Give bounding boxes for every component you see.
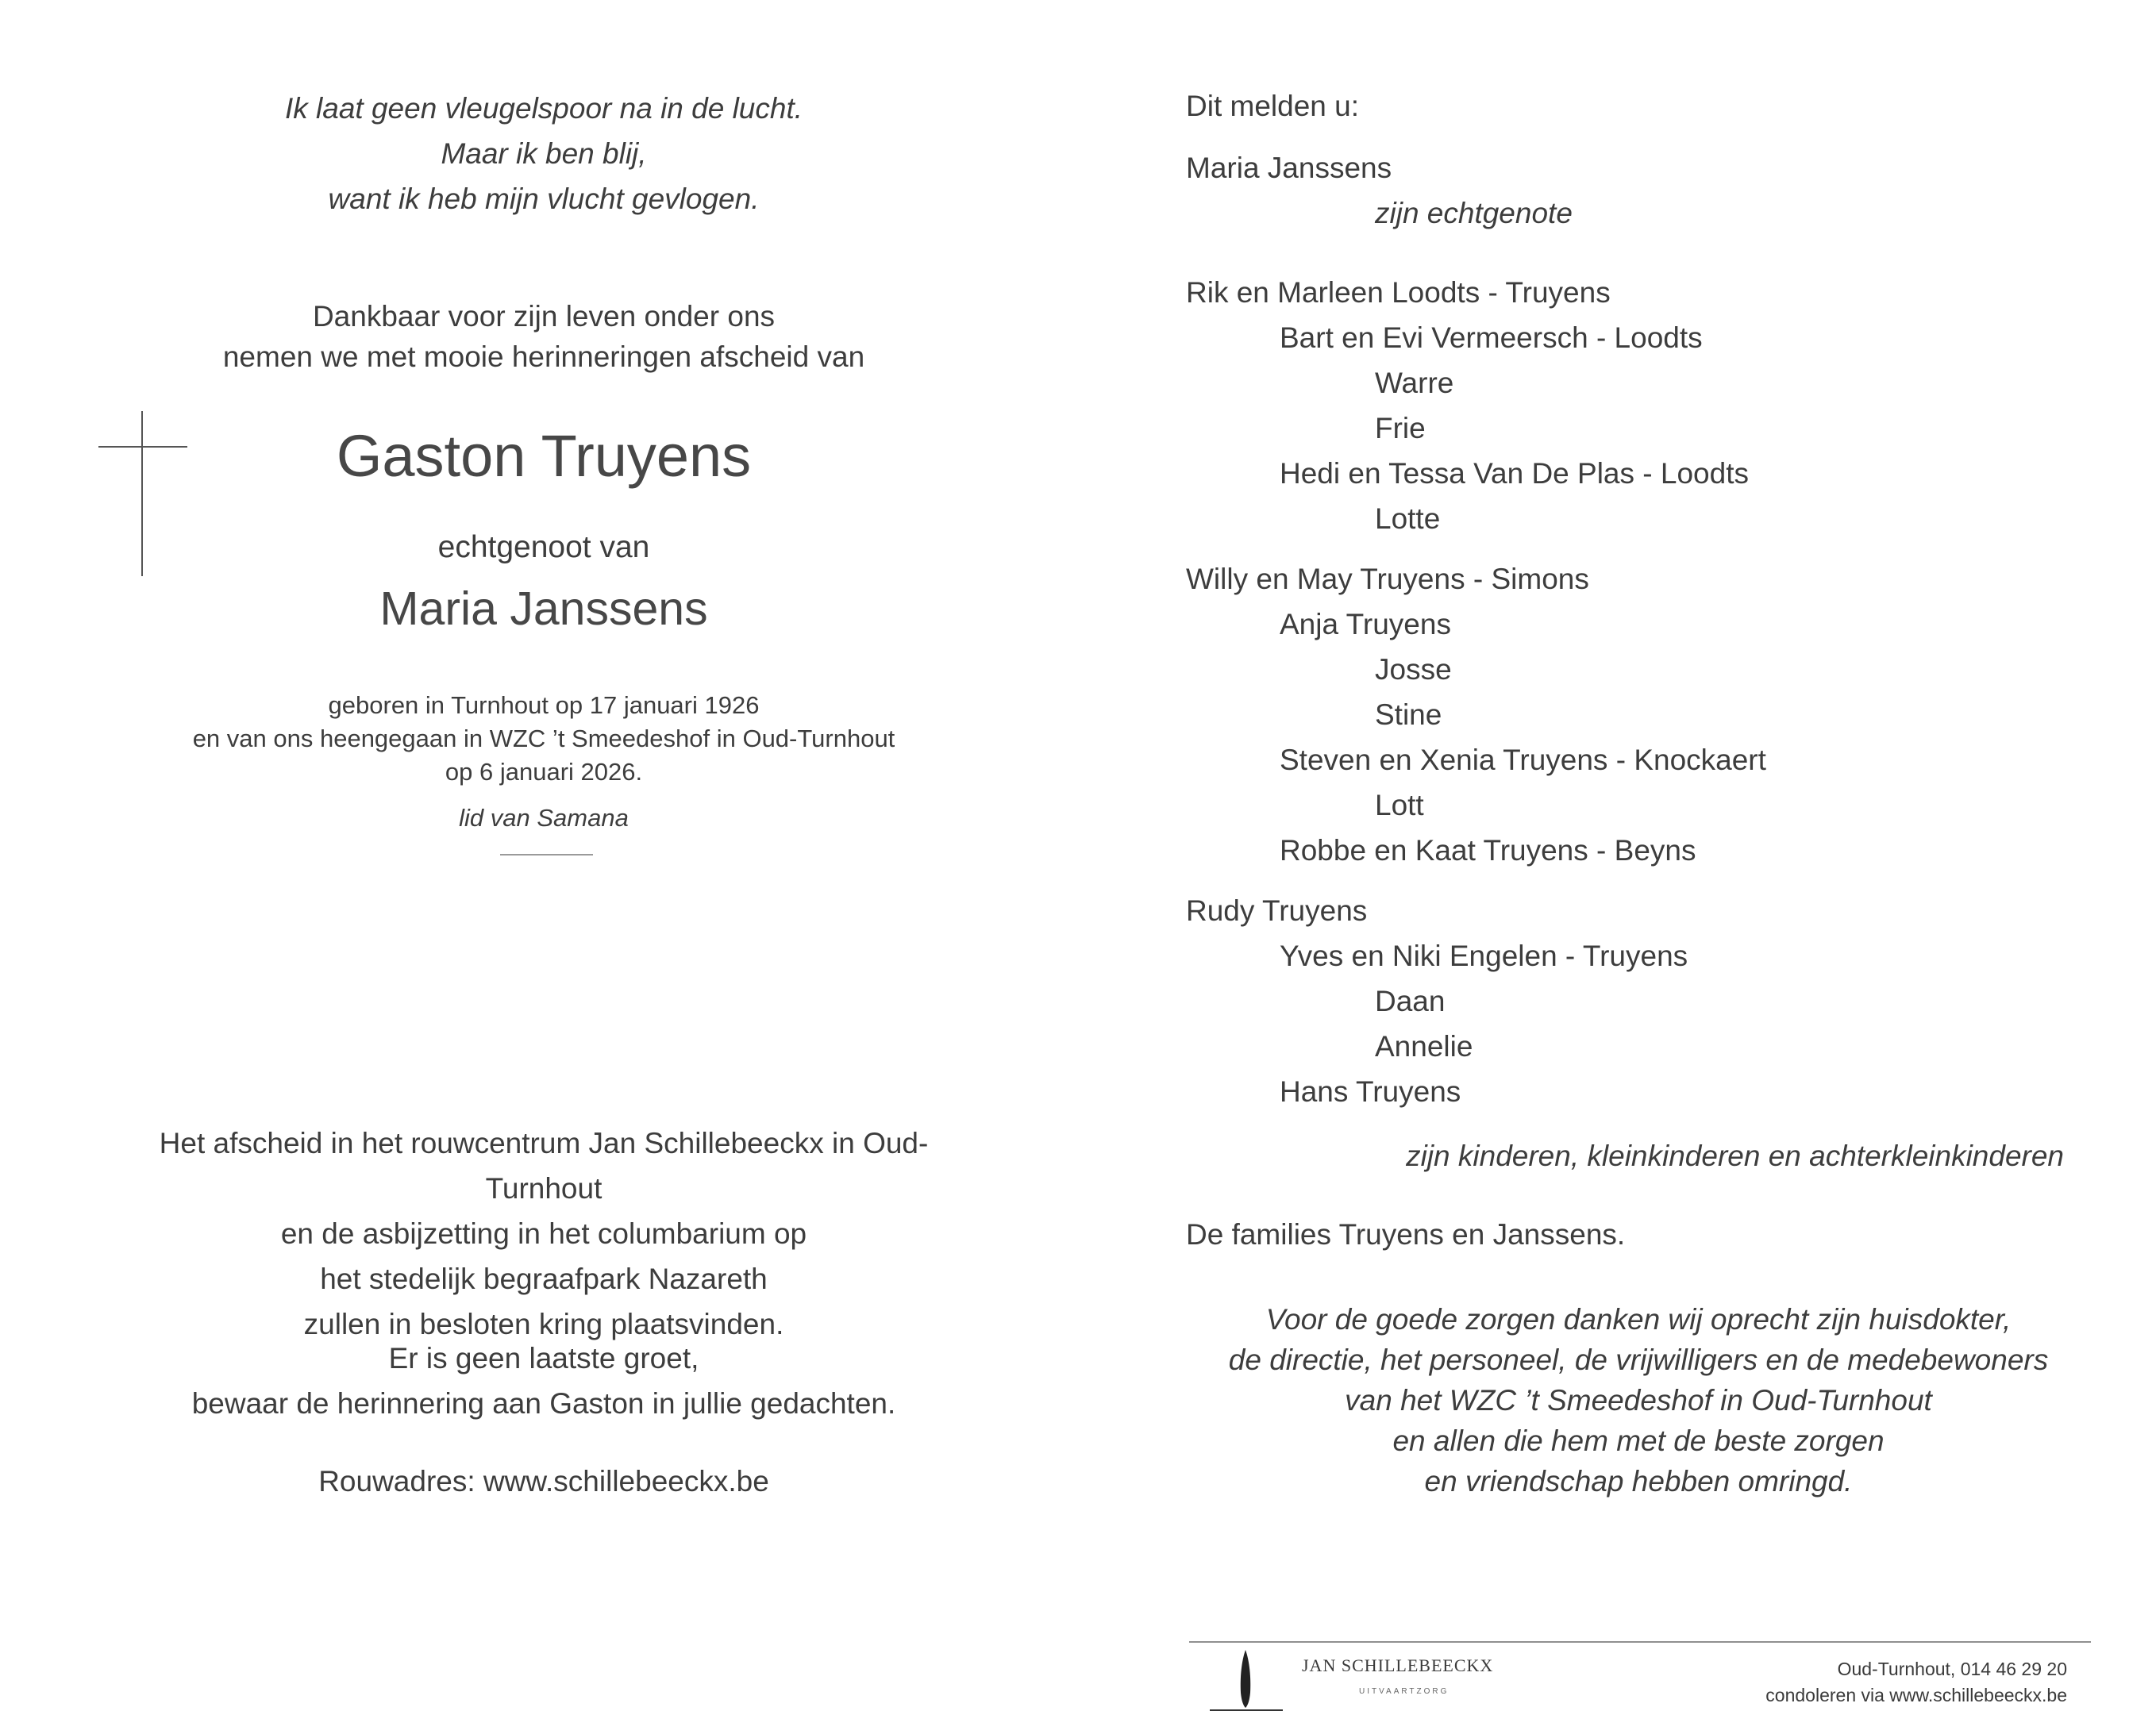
family-member-line: Lotte bbox=[1375, 502, 1441, 535]
intro-text: Dit melden u: bbox=[1186, 90, 1359, 122]
funeral-home-subtitle: UITVAARTZORG bbox=[1359, 1687, 1450, 1696]
family-member-line: Hedi en Tessa Van De Plas - Loodts bbox=[1280, 457, 1749, 490]
family-member-line: Annelie bbox=[1375, 1030, 1473, 1063]
greeting-line: Er is geen laatste groet, bbox=[388, 1342, 699, 1375]
families-line: De families Truyens en Janssens. bbox=[1186, 1218, 1626, 1251]
life-dates bbox=[103, 689, 984, 789]
family-member-line: Frie bbox=[1375, 412, 1426, 444]
thanks-intro bbox=[103, 296, 984, 377]
funeral-line: Het afscheid in het rouwcentrum Jan Schillebeeckx in Oud-Turnhout bbox=[159, 1127, 929, 1205]
deceased-name: Gaston Truyens bbox=[336, 423, 752, 489]
divider bbox=[500, 854, 593, 855]
spouse-name: Maria Janssens bbox=[379, 582, 708, 635]
dates-line: geboren in Turnhout op 17 januari 1926 bbox=[328, 691, 760, 719]
contact-line: condoleren via www.schillebeeckx.be bbox=[1765, 1685, 2067, 1705]
care-line: de directie, het personeel, de vrijwilligers en de medebewoners bbox=[1228, 1344, 2049, 1376]
dates-line: en van ons heengegaan in WZC ’t Smeedeshof in Oud-Turnhout bbox=[192, 725, 895, 752]
family-member-line: Bart en Evi Vermeersch - Loodts bbox=[1280, 321, 1703, 354]
spouse-caption: zijn echtgenote bbox=[1375, 197, 1573, 229]
spouse-label: echtgenoot van bbox=[437, 530, 650, 564]
care-line: en vriendschap hebben omringd. bbox=[1424, 1465, 1853, 1498]
family-member-line: Daan bbox=[1375, 985, 1446, 1017]
greeting-line: bewaar de herinnering aan Gaston in jullie gedachten. bbox=[191, 1387, 896, 1420]
children-caption: zijn kinderen, kleinkinderen en achterkleinkinderen bbox=[1406, 1140, 2064, 1172]
opening-poem bbox=[103, 86, 984, 221]
funeral-line: het stedelijk begraafpark Nazareth bbox=[320, 1263, 768, 1295]
dates-line: op 6 januari 2026. bbox=[445, 758, 643, 786]
family-member-line: Stine bbox=[1375, 698, 1442, 731]
family-member-line: Rudy Truyens bbox=[1186, 894, 1368, 927]
care-line: Voor de goede zorgen danken wij oprecht zijn huisdokter, bbox=[1265, 1303, 2012, 1336]
thanks-line: nemen we met mooie herinneringen afscheid van bbox=[222, 340, 865, 373]
thanks-line: Dankbaar voor zijn leven onder ons bbox=[312, 300, 776, 333]
greeting-note bbox=[103, 1336, 984, 1426]
contact-line: Oud-Turnhout, 014 46 29 20 bbox=[1837, 1659, 2067, 1679]
family-member-line: Willy en May Truyens - Simons bbox=[1186, 563, 1589, 595]
family-member-line: Hans Truyens bbox=[1280, 1075, 1461, 1108]
thanks-care bbox=[1186, 1299, 2091, 1501]
family-member-line: Josse bbox=[1375, 653, 1452, 686]
poem-line: want ik heb mijn vlucht gevlogen. bbox=[328, 183, 760, 215]
spouse-name-right: Maria Janssens bbox=[1186, 152, 1392, 184]
poem-line: Maar ik ben blij, bbox=[441, 137, 647, 170]
funeral-home-contact bbox=[1765, 1656, 2067, 1709]
funeral-info bbox=[103, 1121, 984, 1347]
funeral-line: en de asbijzetting in het columbarium op bbox=[280, 1217, 807, 1250]
care-line: en allen die hem met de beste zorgen bbox=[1392, 1424, 1885, 1457]
funeral-line: zullen in besloten kring plaatsvinden. bbox=[303, 1308, 784, 1340]
condolence-address: Rouwadres: www.schillebeeckx.be bbox=[318, 1465, 769, 1498]
cypress-tree-logo-icon bbox=[1207, 1645, 1286, 1713]
family-member-line: Steven en Xenia Truyens - Knockaert bbox=[1280, 744, 1766, 776]
care-line: van het WZC ’t Smeedeshof in Oud-Turnhout bbox=[1345, 1384, 1932, 1417]
family-member-line: Lott bbox=[1375, 789, 1424, 821]
footer-divider bbox=[1189, 1641, 2091, 1643]
family-member-line: Rik en Marleen Loodts - Truyens bbox=[1186, 276, 1611, 309]
membership: lid van Samana bbox=[459, 804, 629, 832]
family-member-line: Robbe en Kaat Truyens - Beyns bbox=[1280, 834, 1696, 867]
family-member-line: Warre bbox=[1375, 367, 1454, 399]
family-member-line: Anja Truyens bbox=[1280, 608, 1451, 640]
family-member-line: Yves en Niki Engelen - Truyens bbox=[1280, 940, 1688, 972]
funeral-home-name: JAN SCHILLEBEECKX bbox=[1302, 1655, 1494, 1675]
poem-line: Ik laat geen vleugelspoor na in de lucht. bbox=[284, 92, 803, 125]
